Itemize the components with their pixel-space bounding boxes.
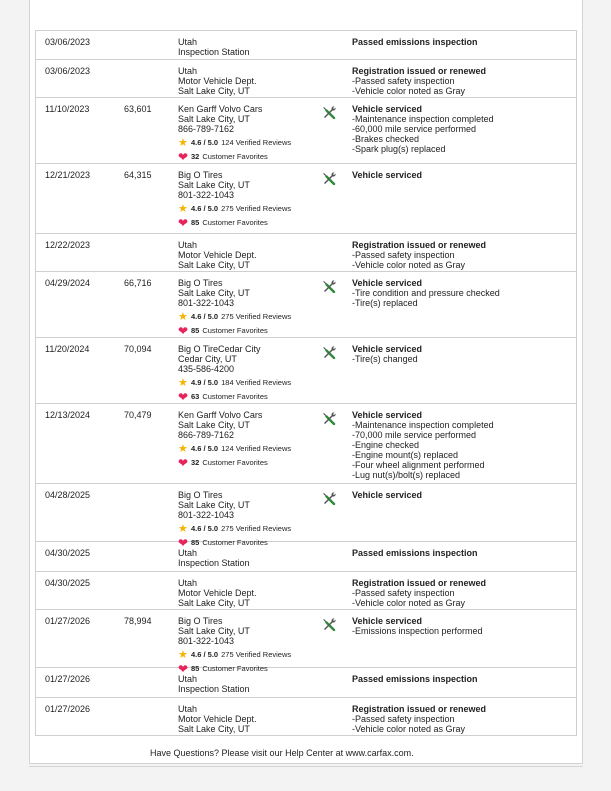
record-source	[178, 104, 318, 163]
comment-detail: -70,000 mile service performed	[352, 430, 477, 440]
history-row	[35, 698, 577, 736]
rating-value: 4.6 / 5.0	[191, 444, 219, 453]
record-date: 11/10/2023	[45, 104, 90, 114]
wrench-screwdriver-icon	[322, 279, 336, 293]
source-line: Salt Lake City, UT	[178, 626, 250, 636]
source-line: 801-322-1043	[178, 636, 235, 646]
comment-detail: -Tire(s) replaced	[352, 298, 418, 308]
favorites-line	[178, 150, 318, 163]
favorites-label: Customer Favorites	[202, 217, 268, 227]
history-row	[35, 484, 577, 550]
rating-line	[178, 443, 318, 455]
source-line: Inspection Station	[178, 558, 250, 568]
history-row	[35, 338, 577, 404]
rating-line	[178, 311, 318, 323]
heart-icon: ❤	[178, 389, 189, 404]
record-comments	[352, 278, 576, 308]
review-count[interactable]: 275 Verified Reviews	[221, 650, 292, 659]
source-line: Salt Lake City, UT	[178, 500, 250, 510]
source-line: Big O Tires	[178, 490, 223, 500]
heart-icon: ❤	[178, 149, 189, 164]
source-line: Salt Lake City, UT	[178, 598, 250, 608]
source-line: Big O Tires	[178, 278, 223, 288]
source-line: Utah	[178, 66, 198, 76]
heart-icon: ❤	[178, 323, 189, 338]
comment-detail: -Vehicle color noted as Gray	[352, 260, 466, 270]
record-date: 04/28/2025	[45, 490, 91, 500]
star-icon: ★	[178, 442, 188, 455]
source-line: Utah	[178, 37, 198, 47]
source-line: Big O Tires	[178, 616, 223, 626]
comment-heading: Vehicle serviced	[352, 104, 423, 114]
history-row	[35, 60, 577, 98]
odometer-reading: 78,994	[124, 616, 152, 626]
source-line: Salt Lake City, UT	[178, 260, 250, 270]
record-comments	[352, 704, 576, 734]
record-source	[178, 344, 318, 403]
comment-heading: Passed emissions inspection	[352, 674, 478, 684]
comment-heading: Passed emissions inspection	[352, 548, 478, 558]
record-source	[178, 410, 318, 469]
history-row	[35, 272, 577, 338]
source-line: 801-322-1043	[178, 298, 235, 308]
record-comments	[352, 616, 576, 636]
source-line: Salt Lake City, UT	[178, 180, 250, 190]
comment-detail: -Tire condition and pressure checked	[352, 288, 500, 298]
record-comments	[352, 674, 576, 684]
divider	[29, 766, 583, 767]
comment-detail: -Maintenance inspection completed	[352, 114, 494, 124]
comment-detail: -Engine checked	[352, 440, 420, 450]
report-page	[29, 0, 583, 764]
wrench-screwdriver-icon	[322, 171, 336, 185]
record-date: 01/27/2026	[45, 616, 91, 626]
source-line: Inspection Station	[178, 684, 250, 694]
history-row	[35, 164, 577, 234]
source-line: Big O TireCedar City	[178, 344, 261, 354]
source-line: Big O Tires	[178, 170, 223, 180]
favorites-label: Customer Favorites	[202, 391, 268, 401]
comment-detail: -Passed safety inspection	[352, 714, 455, 724]
odometer-reading: 70,479	[124, 410, 152, 420]
source-line: Salt Lake City, UT	[178, 114, 250, 124]
source-line: Salt Lake City, UT	[178, 420, 250, 430]
rating-value: 4.6 / 5.0	[191, 204, 219, 213]
source-line: 801-322-1043	[178, 510, 235, 520]
record-source	[178, 578, 318, 608]
favorites-count: 63	[191, 391, 200, 401]
favorites-count: 85	[191, 537, 200, 547]
wrench-screwdriver-icon	[322, 105, 336, 119]
comment-detail: -60,000 mile service performed	[352, 124, 477, 134]
rating-line	[178, 523, 318, 535]
comment-heading: Vehicle serviced	[352, 344, 423, 354]
source-line: 866-789-7162	[178, 124, 235, 134]
source-line: Ken Garff Volvo Cars	[178, 410, 263, 420]
source-line: Utah	[178, 704, 198, 714]
record-source	[178, 548, 318, 568]
comment-detail: -Vehicle color noted as Gray	[352, 724, 466, 734]
record-date: 04/30/2025	[45, 548, 91, 558]
rating-value: 4.6 / 5.0	[191, 650, 219, 659]
favorites-count: 85	[191, 663, 200, 673]
history-row	[35, 610, 577, 676]
record-date: 04/30/2025	[45, 578, 91, 588]
record-source	[178, 704, 318, 734]
source-line: Motor Vehicle Dept.	[178, 714, 257, 724]
comment-heading: Vehicle serviced	[352, 170, 423, 180]
record-comments	[352, 578, 576, 608]
record-date: 01/27/2026	[45, 704, 91, 714]
record-date: 12/21/2023	[45, 170, 91, 180]
comment-heading: Vehicle serviced	[352, 490, 423, 500]
history-row	[35, 542, 577, 572]
favorites-label: Customer Favorites	[202, 457, 268, 467]
rating-value: 4.6 / 5.0	[191, 138, 219, 147]
comment-detail: -Four wheel alignment performed	[352, 460, 485, 470]
star-icon: ★	[178, 522, 188, 535]
comment-detail: -Lug nut(s)/bolt(s) replaced	[352, 470, 461, 480]
comment-heading: Registration issued or renewed	[352, 704, 487, 714]
record-date: 12/22/2023	[45, 240, 91, 250]
comment-detail: -Vehicle color noted as Gray	[352, 86, 466, 96]
record-source	[178, 490, 318, 549]
favorites-count: 32	[191, 151, 200, 161]
rating-line	[178, 377, 318, 389]
rating-value: 4.6 / 5.0	[191, 312, 219, 321]
review-count[interactable]: 275 Verified Reviews	[221, 204, 292, 213]
help-footer: Have Questions? Please visit our Help Center at www.carfax.com.	[150, 748, 414, 758]
record-comments	[352, 66, 576, 96]
history-row	[35, 668, 577, 698]
record-comments	[352, 548, 576, 558]
comment-detail: -Passed safety inspection	[352, 250, 455, 260]
odometer-reading: 63,601	[124, 104, 152, 114]
odometer-reading: 64,315	[124, 170, 152, 180]
comment-heading: Registration issued or renewed	[352, 240, 487, 250]
heart-icon: ❤	[178, 661, 189, 676]
record-date: 01/27/2026	[45, 674, 91, 684]
favorites-line	[178, 216, 318, 229]
favorites-label: Customer Favorites	[202, 537, 268, 547]
star-icon: ★	[178, 376, 188, 389]
review-count[interactable]: 124 Verified Reviews	[221, 444, 292, 453]
wrench-screwdriver-icon	[322, 411, 336, 425]
source-line: Utah	[178, 548, 198, 558]
comment-detail: -Brakes checked	[352, 134, 420, 144]
record-source	[178, 37, 318, 57]
record-comments	[352, 37, 576, 47]
favorites-count: 85	[191, 217, 200, 227]
favorites-label: Customer Favorites	[202, 325, 268, 335]
source-line: Motor Vehicle Dept.	[178, 76, 257, 86]
record-date: 03/06/2023	[45, 37, 91, 47]
comment-heading: Registration issued or renewed	[352, 578, 487, 588]
record-source	[178, 66, 318, 96]
record-comments	[352, 344, 576, 364]
source-line: Cedar City, UT	[178, 354, 237, 364]
comment-detail: -Maintenance inspection completed	[352, 420, 494, 430]
source-line: Salt Lake City, UT	[178, 724, 250, 734]
favorites-label: Customer Favorites	[202, 151, 268, 161]
record-source	[178, 616, 318, 675]
comment-heading: Registration issued or renewed	[352, 66, 487, 76]
rating-line	[178, 649, 318, 661]
rating-line	[178, 137, 318, 149]
source-line: Utah	[178, 674, 198, 684]
review-count[interactable]: 124 Verified Reviews	[221, 138, 292, 147]
star-icon: ★	[178, 310, 188, 323]
comment-detail: -Spark plug(s) replaced	[352, 144, 446, 154]
favorites-count: 32	[191, 457, 200, 467]
wrench-screwdriver-icon	[322, 345, 336, 359]
comment-detail: -Engine mount(s) replaced	[352, 450, 459, 460]
rating-line	[178, 203, 318, 215]
record-date: 03/06/2023	[45, 66, 91, 76]
favorites-count: 85	[191, 325, 200, 335]
source-line: Salt Lake City, UT	[178, 86, 250, 96]
record-source	[178, 674, 318, 694]
odometer-reading: 70,094	[124, 344, 152, 354]
source-line: Ken Garff Volvo Cars	[178, 104, 263, 114]
rating-value: 4.9 / 5.0	[191, 378, 219, 387]
comment-heading: Vehicle serviced	[352, 616, 423, 626]
favorites-line	[178, 390, 318, 403]
heart-icon: ❤	[178, 455, 189, 470]
history-row	[35, 572, 577, 610]
rating-value: 4.6 / 5.0	[191, 524, 219, 533]
comment-detail: -Emissions inspection performed	[352, 626, 483, 636]
source-line: Motor Vehicle Dept.	[178, 250, 257, 260]
record-comments	[352, 240, 576, 270]
heart-icon: ❤	[178, 215, 189, 230]
odometer-reading: 66,716	[124, 278, 152, 288]
source-line: Motor Vehicle Dept.	[178, 588, 257, 598]
history-row	[35, 30, 577, 60]
record-comments	[352, 170, 576, 180]
comment-heading: Passed emissions inspection	[352, 37, 478, 47]
source-line: Utah	[178, 578, 198, 588]
star-icon: ★	[178, 202, 188, 215]
heart-icon: ❤	[178, 535, 189, 550]
review-count[interactable]: 275 Verified Reviews	[221, 312, 292, 321]
source-line: Salt Lake City, UT	[178, 288, 250, 298]
comment-heading: Vehicle serviced	[352, 278, 423, 288]
record-comments	[352, 490, 576, 500]
comment-detail: -Tire(s) changed	[352, 354, 418, 364]
comment-detail: -Vehicle color noted as Gray	[352, 598, 466, 608]
comment-detail: -Passed safety inspection	[352, 588, 455, 598]
record-date: 11/20/2024	[45, 344, 90, 354]
vehicle-history-table	[35, 30, 577, 736]
star-icon: ★	[178, 136, 188, 149]
record-source	[178, 240, 318, 270]
wrench-screwdriver-icon	[322, 491, 336, 505]
record-source	[178, 170, 318, 229]
record-source	[178, 278, 318, 337]
history-row	[35, 98, 577, 164]
favorites-line	[178, 456, 318, 469]
history-row	[35, 234, 577, 272]
record-comments	[352, 410, 576, 480]
comment-detail: -Passed safety inspection	[352, 76, 455, 86]
star-icon: ★	[178, 648, 188, 661]
favorites-line	[178, 324, 318, 337]
source-line: 435-586-4200	[178, 364, 235, 374]
record-comments	[352, 104, 576, 154]
source-line: 801-322-1043	[178, 190, 235, 200]
record-date: 04/29/2024	[45, 278, 91, 288]
record-date: 12/13/2024	[45, 410, 91, 420]
review-count[interactable]: 275 Verified Reviews	[221, 524, 292, 533]
favorites-label: Customer Favorites	[202, 663, 268, 673]
comment-heading: Vehicle serviced	[352, 410, 423, 420]
review-count[interactable]: 184 Verified Reviews	[221, 378, 292, 387]
source-line: 866-789-7162	[178, 430, 235, 440]
history-row	[35, 404, 577, 484]
source-line: Utah	[178, 240, 198, 250]
wrench-screwdriver-icon	[322, 617, 336, 631]
source-line: Inspection Station	[178, 47, 250, 57]
